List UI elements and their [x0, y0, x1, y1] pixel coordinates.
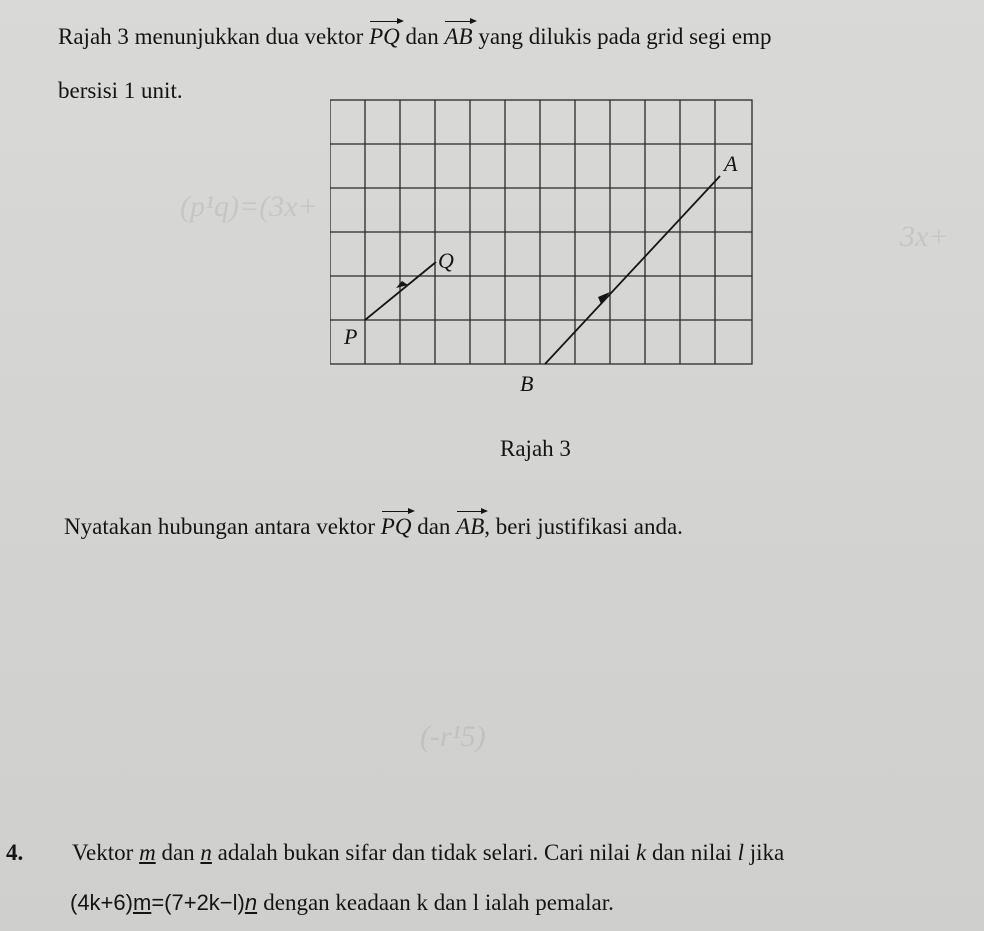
- question-4-equation: (4k+6)m=(7+2k−l)n dengan keadaan k dan l ialah pemalar.: [70, 890, 614, 915]
- label-a: A: [724, 151, 738, 176]
- bleed-through-text: (p¹q)=(3x+: [180, 190, 318, 223]
- question-text: Nyatakan hubungan antara vektor PQ dan AB, beri justifikasi anda.: [64, 508, 683, 540]
- bleed-through-text: 3x+: [900, 220, 949, 253]
- rajah-3-diagram: [330, 96, 760, 406]
- square-grid: [330, 100, 752, 364]
- arrowhead-ab: [598, 292, 610, 304]
- vector-ab: AB: [444, 18, 472, 50]
- label-b: B: [520, 371, 534, 396]
- bleed-through-text: (-r¹5): [420, 720, 486, 753]
- question-4-number: 4.: [6, 840, 24, 865]
- vector-pq: PQ: [381, 508, 412, 540]
- diagram-caption: Rajah 3: [500, 436, 571, 461]
- label-q: Q: [438, 248, 454, 273]
- vector-ab: AB: [456, 508, 484, 540]
- question-4-line-1: Vektor m dan n adalah bukan sifar dan tidak selari. Cari nilai k dan nilai l jika: [72, 840, 785, 865]
- intro-line-1: Rajah 3 menunjukkan dua vektor PQ dan AB yang dilukis pada grid segi emp: [58, 18, 772, 50]
- intro-line-2: bersisi 1 unit.: [58, 78, 183, 103]
- vector-ab-line: [545, 176, 720, 364]
- vector-pq: PQ: [369, 18, 400, 50]
- label-p: P: [344, 324, 358, 349]
